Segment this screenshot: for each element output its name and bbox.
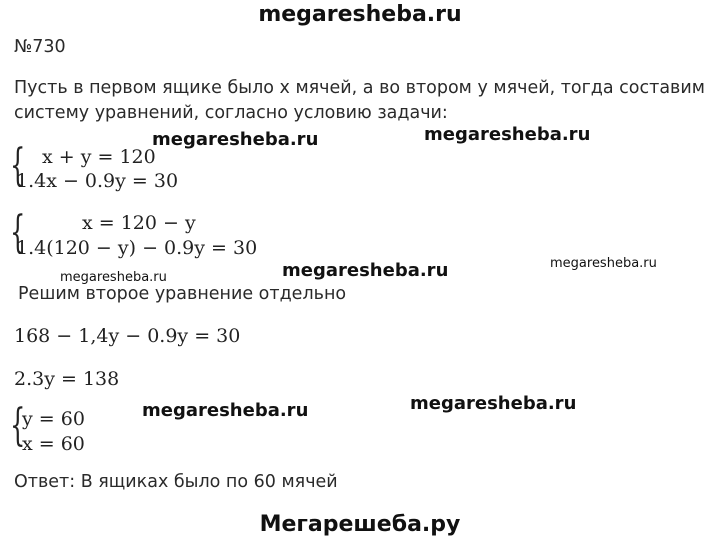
- equation-a: 168 − 1,4y − 0.9y = 30: [14, 325, 241, 347]
- system-brace: {: [10, 207, 26, 258]
- system1-eq1: x + y = 120: [42, 146, 156, 168]
- watermark: megaresheba.ru: [550, 256, 657, 271]
- system1-eq2: 1.4x − 0.9y = 30: [16, 170, 179, 192]
- watermark: megaresheba.ru: [152, 129, 319, 150]
- system2-eq1: x = 120 − y: [82, 212, 196, 234]
- solve-label: Решим второе уравнение отдельно: [18, 284, 347, 304]
- intro-line-1: Пусть в первом ящике было x мячей, а во втором y мячей, тогда составим: [14, 78, 705, 98]
- watermark: megaresheba.ru: [60, 270, 167, 285]
- watermark: megaresheba.ru: [424, 124, 591, 145]
- system3-eq2: x = 60: [22, 433, 85, 455]
- equation-b: 2.3y = 138: [14, 368, 120, 390]
- system-brace: {: [10, 400, 26, 451]
- site-footer: Мегарешеба.ру: [259, 512, 461, 537]
- system3-eq1: y = 60: [22, 408, 85, 430]
- watermark: megaresheba.ru: [282, 260, 449, 281]
- site-header: megaresheba.ru: [258, 2, 462, 27]
- watermark: megaresheba.ru: [142, 400, 309, 421]
- system-brace: {: [10, 140, 26, 191]
- problem-number: №730: [14, 37, 66, 57]
- watermark: megaresheba.ru: [410, 393, 577, 414]
- system2-eq2: 1.4(120 − y) − 0.9y = 30: [16, 237, 258, 259]
- intro-line-2: систему уравнений, согласно условию задачи:: [14, 103, 448, 123]
- answer: Ответ: В ящиках было по 60 мячей: [14, 472, 338, 492]
